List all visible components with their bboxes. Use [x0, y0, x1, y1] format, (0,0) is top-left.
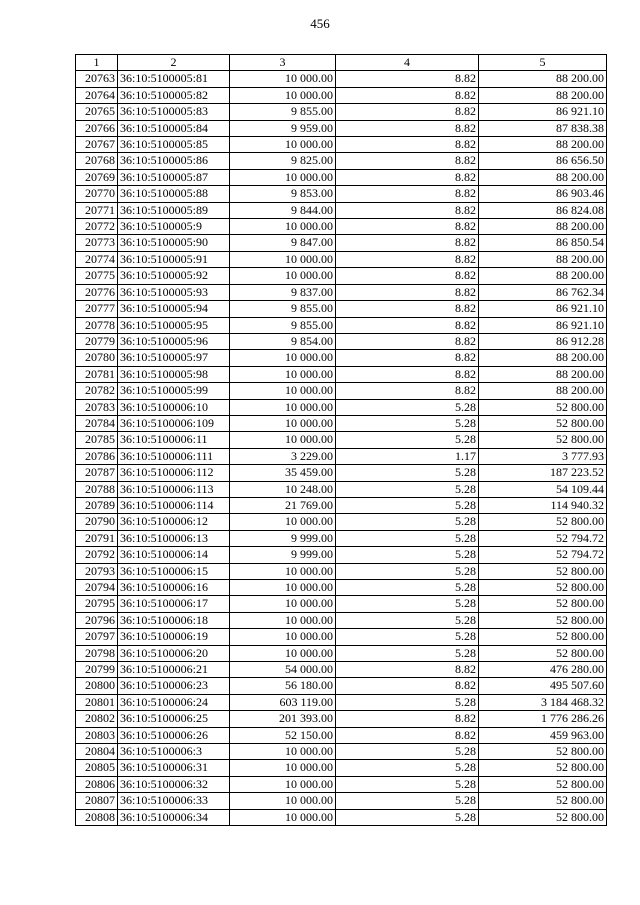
value-cell: 86 921.10	[479, 301, 607, 317]
area-cell: 10 000.00	[230, 268, 336, 284]
row-number-cell: 20781	[76, 366, 118, 382]
cadastral-number-cell: 36:10:5100006:111	[118, 448, 230, 464]
area-cell: 9 847.00	[230, 235, 336, 251]
row-number-cell: 20808	[76, 809, 118, 825]
row-number-cell: 20792	[76, 547, 118, 563]
table-row	[76, 678, 607, 694]
rate-cell: 8.82	[336, 169, 479, 185]
value-cell: 88 200.00	[479, 366, 607, 382]
cadastral-number-cell: 36:10:5100005:94	[118, 301, 230, 317]
row-number-cell: 20793	[76, 563, 118, 579]
table-row	[76, 744, 607, 760]
value-cell: 88 200.00	[479, 137, 607, 153]
area-cell: 54 000.00	[230, 662, 336, 678]
table-row	[76, 415, 607, 431]
area-cell: 201 393.00	[230, 711, 336, 727]
value-cell: 86 903.46	[479, 186, 607, 202]
value-cell: 52 800.00	[479, 793, 607, 809]
rate-cell: 8.82	[336, 284, 479, 300]
table-header-row	[76, 55, 607, 71]
table-row	[76, 662, 607, 678]
row-number-cell: 20806	[76, 776, 118, 792]
area-cell: 9 844.00	[230, 202, 336, 218]
row-number-cell: 20780	[76, 350, 118, 366]
area-cell: 52 150.00	[230, 727, 336, 743]
table-row	[76, 350, 607, 366]
value-cell: 52 800.00	[479, 629, 607, 645]
row-number-cell: 20794	[76, 580, 118, 596]
value-cell: 52 800.00	[479, 415, 607, 431]
table-row	[76, 104, 607, 120]
cadastral-number-cell: 36:10:5100006:31	[118, 760, 230, 776]
value-cell: 52 800.00	[479, 760, 607, 776]
row-number-cell: 20785	[76, 432, 118, 448]
row-number-cell: 20798	[76, 645, 118, 661]
table-row	[76, 186, 607, 202]
area-cell: 9 855.00	[230, 301, 336, 317]
area-cell: 10 000.00	[230, 809, 336, 825]
table-row	[76, 694, 607, 710]
rate-cell: 8.82	[336, 71, 479, 87]
cadastral-number-cell: 36:10:5100006:113	[118, 481, 230, 497]
cadastral-number-cell: 36:10:5100006:23	[118, 678, 230, 694]
cadastral-number-cell: 36:10:5100006:21	[118, 662, 230, 678]
rate-cell: 5.28	[336, 776, 479, 792]
row-number-cell: 20776	[76, 284, 118, 300]
row-number-cell: 20772	[76, 219, 118, 235]
area-cell: 10 000.00	[230, 366, 336, 382]
rate-cell: 8.82	[336, 268, 479, 284]
cadastral-number-cell: 36:10:5100005:83	[118, 104, 230, 120]
table-row	[76, 202, 607, 218]
value-cell: 52 800.00	[479, 809, 607, 825]
rate-cell: 5.28	[336, 580, 479, 596]
cadastral-number-cell: 36:10:5100005:97	[118, 350, 230, 366]
row-number-cell: 20802	[76, 711, 118, 727]
area-cell: 10 000.00	[230, 793, 336, 809]
cadastral-number-cell: 36:10:5100005:99	[118, 383, 230, 399]
area-cell: 3 229.00	[230, 448, 336, 464]
cadastral-number-cell: 36:10:5100005:85	[118, 137, 230, 153]
rate-cell: 8.82	[336, 711, 479, 727]
rate-cell: 8.82	[336, 202, 479, 218]
value-cell: 52 800.00	[479, 432, 607, 448]
rate-cell: 5.28	[336, 563, 479, 579]
value-cell: 88 200.00	[479, 350, 607, 366]
value-cell: 87 838.38	[479, 120, 607, 136]
rate-cell: 8.82	[336, 366, 479, 382]
area-cell: 9 959.00	[230, 120, 336, 136]
value-cell: 88 200.00	[479, 383, 607, 399]
area-cell: 10 248.00	[230, 481, 336, 497]
table-row	[76, 448, 607, 464]
area-cell: 10 000.00	[230, 596, 336, 612]
table-row	[76, 547, 607, 563]
value-cell: 86 824.08	[479, 202, 607, 218]
rate-cell: 8.82	[336, 662, 479, 678]
rate-cell: 8.82	[336, 350, 479, 366]
row-number-cell: 20804	[76, 744, 118, 760]
cadastral-number-cell: 36:10:5100005:84	[118, 120, 230, 136]
value-cell: 52 800.00	[479, 563, 607, 579]
row-number-cell: 20784	[76, 415, 118, 431]
column-header: 1	[76, 55, 118, 71]
cadastral-number-cell: 36:10:5100005:96	[118, 333, 230, 349]
area-cell: 10 000.00	[230, 776, 336, 792]
cadastral-number-cell: 36:10:5100005:88	[118, 186, 230, 202]
value-cell: 52 794.72	[479, 530, 607, 546]
area-cell: 10 000.00	[230, 563, 336, 579]
table-row	[76, 268, 607, 284]
row-number-cell: 20774	[76, 251, 118, 267]
rate-cell: 8.82	[336, 219, 479, 235]
table-row	[76, 219, 607, 235]
cadastral-number-cell: 36:10:5100005:87	[118, 169, 230, 185]
cadastral-number-cell: 36:10:5100006:26	[118, 727, 230, 743]
table-row	[76, 366, 607, 382]
cadastral-number-cell: 36:10:5100005:9	[118, 219, 230, 235]
row-number-cell: 20770	[76, 186, 118, 202]
rate-cell: 5.28	[336, 645, 479, 661]
cadastral-number-cell: 36:10:5100006:17	[118, 596, 230, 612]
table-row	[76, 809, 607, 825]
rate-cell: 5.28	[336, 432, 479, 448]
value-cell: 52 800.00	[479, 596, 607, 612]
area-cell: 10 000.00	[230, 219, 336, 235]
row-number-cell: 20791	[76, 530, 118, 546]
area-cell: 10 000.00	[230, 629, 336, 645]
page-number: 456	[310, 16, 330, 31]
table-body	[76, 71, 607, 826]
row-number-cell: 20807	[76, 793, 118, 809]
value-cell: 52 800.00	[479, 776, 607, 792]
value-cell: 52 800.00	[479, 645, 607, 661]
column-header: 3	[230, 55, 336, 71]
rate-cell: 5.28	[336, 481, 479, 497]
value-cell: 86 921.10	[479, 104, 607, 120]
cadastral-number-cell: 36:10:5100005:92	[118, 268, 230, 284]
rate-cell: 5.28	[336, 694, 479, 710]
table-row	[76, 727, 607, 743]
area-cell: 56 180.00	[230, 678, 336, 694]
value-cell: 187 223.52	[479, 465, 607, 481]
rate-cell: 5.28	[336, 809, 479, 825]
cadastral-number-cell: 36:10:5100006:12	[118, 514, 230, 530]
cadastral-number-cell: 36:10:5100005:82	[118, 87, 230, 103]
rate-cell: 5.28	[336, 596, 479, 612]
row-number-cell: 20782	[76, 383, 118, 399]
table-row	[76, 514, 607, 530]
area-cell: 10 000.00	[230, 251, 336, 267]
row-number-cell: 20777	[76, 301, 118, 317]
row-number-cell: 20763	[76, 71, 118, 87]
row-number-cell: 20771	[76, 202, 118, 218]
cadastral-number-cell: 36:10:5100006:25	[118, 711, 230, 727]
cadastral-number-cell: 36:10:5100006:10	[118, 399, 230, 415]
cadastral-number-cell: 36:10:5100006:33	[118, 793, 230, 809]
area-cell: 10 000.00	[230, 415, 336, 431]
value-cell: 88 200.00	[479, 251, 607, 267]
cadastral-number-cell: 36:10:5100006:16	[118, 580, 230, 596]
value-cell: 52 800.00	[479, 399, 607, 415]
table-row	[76, 612, 607, 628]
rate-cell: 8.82	[336, 120, 479, 136]
column-header: 2	[118, 55, 230, 71]
rate-cell: 5.28	[336, 399, 479, 415]
value-cell: 86 762.34	[479, 284, 607, 300]
row-number-cell: 20769	[76, 169, 118, 185]
area-cell: 603 119.00	[230, 694, 336, 710]
area-cell: 10 000.00	[230, 169, 336, 185]
cadastral-number-cell: 36:10:5100006:11	[118, 432, 230, 448]
area-cell: 10 000.00	[230, 350, 336, 366]
cadastral-number-cell: 36:10:5100005:81	[118, 71, 230, 87]
table-row	[76, 645, 607, 661]
table-row	[76, 793, 607, 809]
area-cell: 10 000.00	[230, 71, 336, 87]
value-cell: 3 184 468.32	[479, 694, 607, 710]
cadastral-number-cell: 36:10:5100006:20	[118, 645, 230, 661]
row-number-cell: 20779	[76, 333, 118, 349]
table-row	[76, 284, 607, 300]
area-cell: 35 459.00	[230, 465, 336, 481]
cadastral-number-cell: 36:10:5100006:3	[118, 744, 230, 760]
area-cell: 10 000.00	[230, 383, 336, 399]
area-cell: 9 825.00	[230, 153, 336, 169]
area-cell: 10 000.00	[230, 744, 336, 760]
area-cell: 10 000.00	[230, 137, 336, 153]
value-cell: 459 963.00	[479, 727, 607, 743]
rate-cell: 1.17	[336, 448, 479, 464]
row-number-cell: 20801	[76, 694, 118, 710]
value-cell: 86 850.54	[479, 235, 607, 251]
rate-cell: 8.82	[336, 87, 479, 103]
row-number-cell: 20783	[76, 399, 118, 415]
row-number-cell: 20778	[76, 317, 118, 333]
rate-cell: 8.82	[336, 153, 479, 169]
row-number-cell: 20797	[76, 629, 118, 645]
table-row	[76, 432, 607, 448]
table-row	[76, 481, 607, 497]
row-number-cell: 20765	[76, 104, 118, 120]
value-cell: 114 940.32	[479, 497, 607, 513]
row-number-cell: 20796	[76, 612, 118, 628]
cadastral-number-cell: 36:10:5100006:18	[118, 612, 230, 628]
table-row	[76, 87, 607, 103]
rate-cell: 5.28	[336, 612, 479, 628]
table-row	[76, 383, 607, 399]
rate-cell: 5.28	[336, 547, 479, 563]
rate-cell: 8.82	[336, 137, 479, 153]
value-cell: 495 507.60	[479, 678, 607, 694]
cadastral-number-cell: 36:10:5100005:86	[118, 153, 230, 169]
table-row	[76, 71, 607, 87]
table-row	[76, 235, 607, 251]
cadastral-number-cell: 36:10:5100005:95	[118, 317, 230, 333]
value-cell: 1 776 286.26	[479, 711, 607, 727]
area-cell: 9 855.00	[230, 104, 336, 120]
rate-cell: 8.82	[336, 235, 479, 251]
table-row	[76, 317, 607, 333]
area-cell: 9 999.00	[230, 530, 336, 546]
area-cell: 9 837.00	[230, 284, 336, 300]
cadastral-number-cell: 36:10:5100006:114	[118, 497, 230, 513]
area-cell: 10 000.00	[230, 514, 336, 530]
rate-cell: 5.28	[336, 744, 479, 760]
cadastral-number-cell: 36:10:5100006:32	[118, 776, 230, 792]
table-row	[76, 629, 607, 645]
table-row	[76, 251, 607, 267]
row-number-cell: 20789	[76, 497, 118, 513]
rate-cell: 8.82	[336, 317, 479, 333]
rate-cell: 8.82	[336, 333, 479, 349]
row-number-cell: 20768	[76, 153, 118, 169]
table-row	[76, 301, 607, 317]
value-cell: 88 200.00	[479, 87, 607, 103]
area-cell: 10 000.00	[230, 399, 336, 415]
area-cell: 10 000.00	[230, 760, 336, 776]
area-cell: 9 853.00	[230, 186, 336, 202]
row-number-cell: 20786	[76, 448, 118, 464]
table-row	[76, 711, 607, 727]
table-row	[76, 580, 607, 596]
value-cell: 476 280.00	[479, 662, 607, 678]
area-cell: 9 999.00	[230, 547, 336, 563]
rate-cell: 5.28	[336, 530, 479, 546]
table-row	[76, 497, 607, 513]
cadastral-number-cell: 36:10:5100005:90	[118, 235, 230, 251]
cadastral-number-cell: 36:10:5100005:91	[118, 251, 230, 267]
table-row	[76, 399, 607, 415]
cadastral-number-cell: 36:10:5100005:89	[118, 202, 230, 218]
rate-cell: 8.82	[336, 104, 479, 120]
area-cell: 10 000.00	[230, 432, 336, 448]
rate-cell: 5.28	[336, 514, 479, 530]
value-cell: 88 200.00	[479, 169, 607, 185]
area-cell: 21 769.00	[230, 497, 336, 513]
table-row	[76, 137, 607, 153]
row-number-cell: 20766	[76, 120, 118, 136]
cadastral-number-cell: 36:10:5100006:34	[118, 809, 230, 825]
value-cell: 88 200.00	[479, 219, 607, 235]
cadastral-number-cell: 36:10:5100005:93	[118, 284, 230, 300]
cadastral-table	[75, 54, 607, 826]
value-cell: 88 200.00	[479, 268, 607, 284]
row-number-cell: 20805	[76, 760, 118, 776]
value-cell: 86 921.10	[479, 317, 607, 333]
rate-cell: 8.82	[336, 301, 479, 317]
value-cell: 3 777.93	[479, 448, 607, 464]
value-cell: 52 800.00	[479, 580, 607, 596]
row-number-cell: 20800	[76, 678, 118, 694]
rate-cell: 8.82	[336, 186, 479, 202]
table-row	[76, 776, 607, 792]
row-number-cell: 20795	[76, 596, 118, 612]
cadastral-number-cell: 36:10:5100006:112	[118, 465, 230, 481]
row-number-cell: 20803	[76, 727, 118, 743]
rate-cell: 8.82	[336, 383, 479, 399]
column-header: 4	[336, 55, 479, 71]
rate-cell: 5.28	[336, 497, 479, 513]
area-cell: 9 854.00	[230, 333, 336, 349]
table-row	[76, 530, 607, 546]
value-cell: 86 656.50	[479, 153, 607, 169]
cadastral-number-cell: 36:10:5100006:14	[118, 547, 230, 563]
value-cell: 88 200.00	[479, 71, 607, 87]
value-cell: 52 800.00	[479, 514, 607, 530]
rate-cell: 5.28	[336, 465, 479, 481]
area-cell: 10 000.00	[230, 87, 336, 103]
area-cell: 10 000.00	[230, 580, 336, 596]
cadastral-number-cell: 36:10:5100006:24	[118, 694, 230, 710]
cadastral-number-cell: 36:10:5100005:98	[118, 366, 230, 382]
area-cell: 9 855.00	[230, 317, 336, 333]
row-number-cell: 20788	[76, 481, 118, 497]
table-row	[76, 169, 607, 185]
row-number-cell: 20767	[76, 137, 118, 153]
row-number-cell: 20764	[76, 87, 118, 103]
row-number-cell: 20773	[76, 235, 118, 251]
rate-cell: 5.28	[336, 760, 479, 776]
row-number-cell: 20787	[76, 465, 118, 481]
table-row	[76, 333, 607, 349]
table-row	[76, 153, 607, 169]
table-row	[76, 563, 607, 579]
row-number-cell: 20775	[76, 268, 118, 284]
rate-cell: 8.82	[336, 251, 479, 267]
row-number-cell: 20799	[76, 662, 118, 678]
table-row	[76, 120, 607, 136]
area-cell: 10 000.00	[230, 645, 336, 661]
rate-cell: 8.82	[336, 678, 479, 694]
rate-cell: 5.28	[336, 629, 479, 645]
table-row	[76, 760, 607, 776]
value-cell: 54 109.44	[479, 481, 607, 497]
value-cell: 52 800.00	[479, 612, 607, 628]
value-cell: 86 912.28	[479, 333, 607, 349]
column-header: 5	[479, 55, 607, 71]
table-row	[76, 596, 607, 612]
cadastral-number-cell: 36:10:5100006:15	[118, 563, 230, 579]
rate-cell: 5.28	[336, 415, 479, 431]
row-number-cell: 20790	[76, 514, 118, 530]
value-cell: 52 794.72	[479, 547, 607, 563]
cadastral-number-cell: 36:10:5100006:19	[118, 629, 230, 645]
rate-cell: 8.82	[336, 727, 479, 743]
cadastral-number-cell: 36:10:5100006:13	[118, 530, 230, 546]
table-row	[76, 465, 607, 481]
value-cell: 52 800.00	[479, 744, 607, 760]
area-cell: 10 000.00	[230, 612, 336, 628]
rate-cell: 5.28	[336, 793, 479, 809]
cadastral-number-cell: 36:10:5100006:109	[118, 415, 230, 431]
